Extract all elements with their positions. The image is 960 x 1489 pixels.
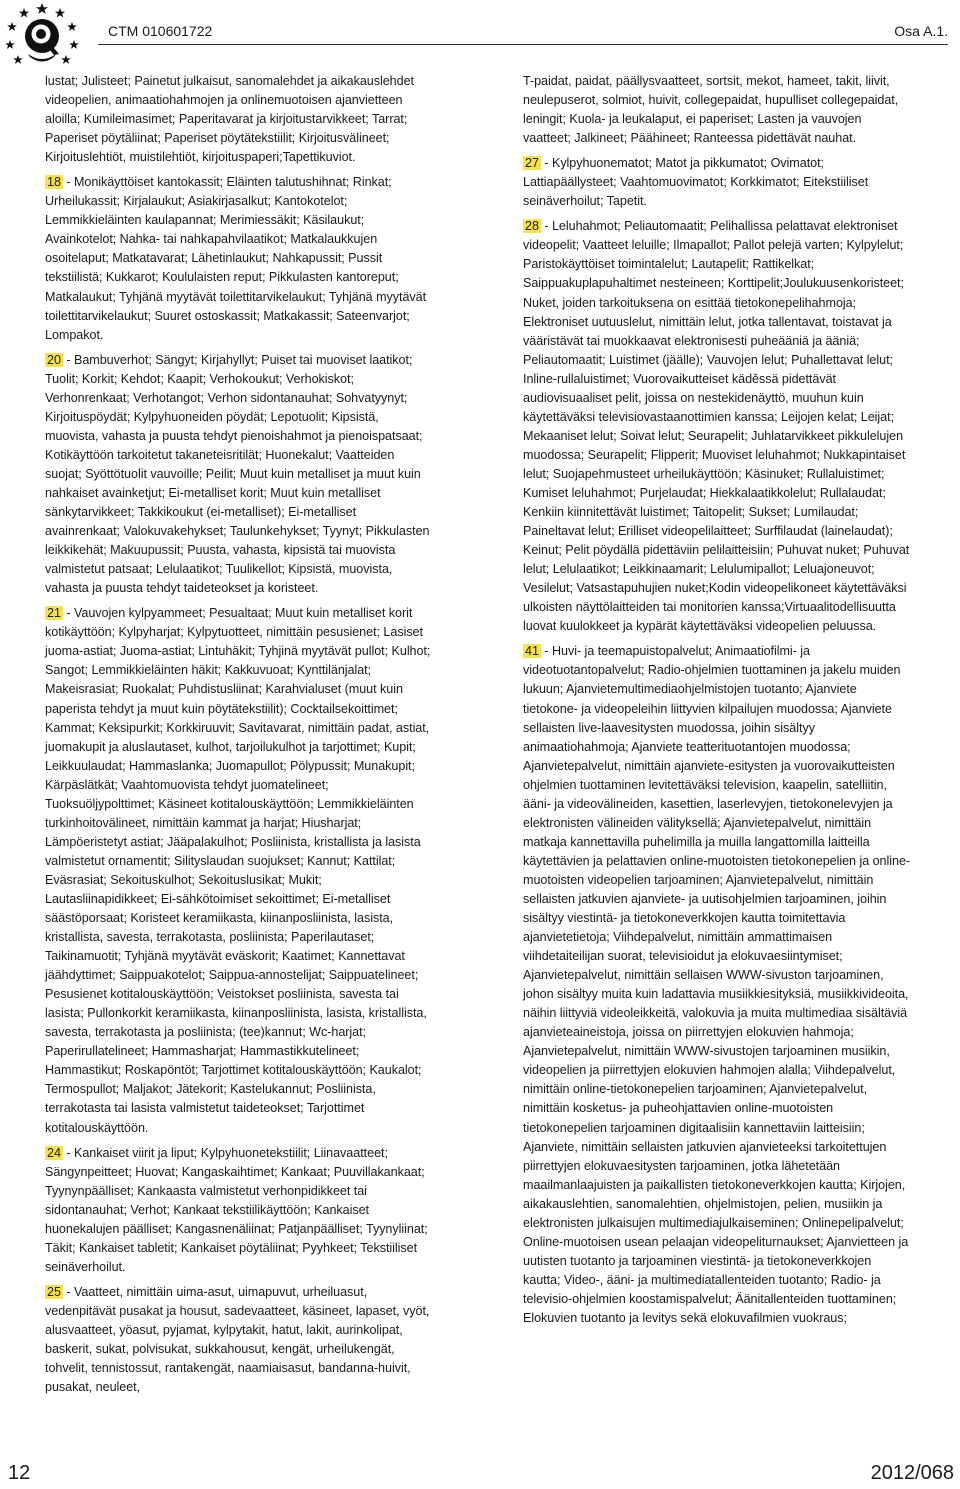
class-entry xyxy=(45,173,433,344)
entry-text: - Monikäyttöiset kantokassit; Eläinten talutushihnat; Rinkat; Urheilukassit; Kirjalaukut; Asiakirjasalkut; Kantokotelot; Lemmikkieläinten kaulapannat; Merimiessäkit; Käsilaukut; Avainkotelot; Nahka- tai nahkapahvilaatikot; Matkalaukkujen osoitelaput; Matkatavarat; Lähetinlaukut; Nahkapussit; Pussit tekstiilistä; Kukkarot; Koululaisten reput; Pikkulasten kantoreput; Matkalaukut; Tyhjänä myytävät toilettitarvikelaukut; Tyhjänä myytävät toilettitarvikelaukut; Suuret ostoskassit; Matkakassit; Sateenvarjot; Lompakot. xyxy=(45,175,427,342)
class-number-badge: 20 xyxy=(47,352,61,367)
class-number-badge: 25 xyxy=(47,1284,61,1299)
entry-text: lustat; Julisteet; Painetut julkaisut, sanomalehdet ja aikakauslehdet videopelien, animaatiohahmojen ja onlinemuotoisen ajanvietteen aloilla; Kumileimasimet; Paperitavarat ja kirjoitustarvikkeet; Tarrat; Paperiset pöytäliinat; Paperiset pöytätekstiilit; Kirjoitusvälineet; Kirjoituslehtiöt, muistilehtiöt, kirjoituspaperi;Tapettikuviot. xyxy=(45,74,414,165)
entry-text: - Kankaiset viirit ja liput; Kylpyhuonetekstiilit; Liinavaatteet; Sängynpeitteet; Huovat; Kangaskaihtimet; Kankaat; Puuvillakankaat; Tyynynpäälliset; Kankaasta valmistetut verhonpidikkeet tai sidontanauhat; Verhot; Kankaat tekstiilikäyttöön; Kankaiset huonekalujen päälliset; Kangasnenäliinat; Patjanpäälliset; Tyynyliinat; Täkit; Kankaiset tabletit; Kankaiset pöytäliinat; Pyyhkeet; Tekstiiliset seinäverhoilut. xyxy=(45,1145,428,1274)
section-label: Osa A.1. xyxy=(894,23,948,39)
ohim-logo-icon xyxy=(4,2,80,70)
entry-text: - Vauvojen kylpyammeet; Pesualtaat; Muut kuin metalliset korit kotikäyttöön; Kylpyharjat; Kylpytuotteet, nimittäin pesusienet; Lasiset juoma-astiat; Juoma-astiat; Lintuhäkit; Tyhjinä myytävät pullot; Kulhot; Sangot; Lemmikkieläinten häkit; Kakkuvuoat; Kynttilänjalat; Makeisrasiat; Ruokalat; Puhdistusliinat; Karahvialuset (muut kuin paperista tehdyt ja muut kuin pöytätekstiilit); Cocktailsekoittimet; Kammat; Keksipurkit; Korkkiruuvit; Savitavarat, nimittäin padat, astiat, juomakupit ja aluslautaset, kulhot, tarjoilukulhot ja tarjottimet; Kupit; Leikkuulaudat; Hammaslanka; Juomapullot; Pölypussit; Munakupit; Kärpäslätkät; Vaahtomuovista tehdyt juomatelineet; Tuoksuöljypolttimet; Käsineet kotitalouskäyttöön; Lemmikkieläinten turkinhoitovälineet, nimittäin kammat ja harjat; Hiusharjat; Lämpöeristetyt astiat; Jääpalakulhot; Posliinista, kristallista ja lasista valmistetut ornamentit; Silityslaudan suojukset; Kannut; Kattilat; Eväsrasiat; Sekoituskulhot; Sekoituslusikat; Mukit; Lautasliinapidikkeet; Ei-sähkötoimiset sekoittimet; Ei-metalliset säästöporsaat; Koristeet keramiikasta, kiinanposliinista, lasista, kristallista, savesta, terrakotasta, posliinista; Paperilautaset; Taikinamuotit; Tyhjänä myytävät eväskorit; Kaatimet; Kannettavat jäähdyttimet; Saippuakotelot; Saippua-annostelijat; Saippuatelineet; Pesusienet kotitalouskäyttöön; Veistokset posliinista, savesta tai lasista; Pullonkorkit keramiikasta, kiinanposliinista, lasista, kristallista, savesta, terrakotasta ja posliinista; (tee)kannut; Wc-harjat; Paperirullatelineet; Hammasharjat; Hammastikkutelineet; Hammastikut; Roskapöntöt; Tarjottimet kotitalouskäyttöön; Kaukalot; Termospullot; Maljakot; Jätekorit; Kastelukannut; Posliinista, terrakotasta tai lasista valmistetut taideteokset; Tarjottimet kotitalouskäyttöön. xyxy=(45,606,431,1135)
class-number-badge: 28 xyxy=(525,219,539,234)
class-entry xyxy=(45,351,433,599)
issue-number: 2012/068 xyxy=(870,1462,954,1484)
document-id: CTM 010601722 xyxy=(108,23,213,39)
class-entry xyxy=(523,72,911,148)
left-column xyxy=(45,72,433,1397)
right-column xyxy=(523,72,911,1328)
entry-text: - Huvi- ja teemapuistopalvelut; Animaatiofilmi- ja videotuotantopalvelut; Radio-ohjelmien tuottaminen ja jakelu muiden lukuun; Ajanvietemultimediaohjelmistojen tuotanto; Ajanviete tietokone- ja videopeleihin liittyvien kilpailujen muodossa; Ajanviete sellaisten live-laavesitysten muodossa, joihin sisältyy animaatiohahmoja; Ajanviete teatterituotantojen muodossa; Ajanvietepalvelut, nimittäin ajanviete-esitysten ja vuorovaikutteisten ohjelmien tuottaminen levitettäväksi television, kaapelin, satelliitin, ääni- ja videovälineiden, kasettien, laserlevyjen, tietokonelevyjen ja elektronisten välineiden välityksellä; Ajanvietepalvelut, nimittäin matkaja kannettavilla puhelimilla ja muilla langattomilla laitteilla käytettävien ja pelattavien online-muotoisten tietokonepelien ja online-muotoisten videopelien tarjoaminen; Ajanvietepalvelut, nimittäin sellaisten jatkuvien ajanviete- ja uutisohjelmien tarjoaminen, joihin sisältyy viestintä- ja tietokoneverkkojen kautta toimitettavia ajanvietetietoja; Viihdepalvelut, nimittäin ammattimaisen viihdetaiteilijan suorat, televisioidut ja elokuvaesiintymiset; Ajanvietepalvelut, nimittäin sellaisen WWW-sivuston tarjoaminen, johon sisältyy muita kuin ladattavia musiikkiesityksiä, musiikkivideoita, näihin liittyviä videoleikkeitä, valokuvia ja muita multimediaa sisältäviä ajanvieteaineistoja, joissa on piirrettyjen elokuvien hahmoja; Ajanvietepalvelut, nimittäin WWW-sivustojen tarjoaminen musiikin, videopelien ja piirrettyjen elokuvien hahmojen alalla; Viihdepalvelut, nimittäin online-tietokonepelien tarjoaminen; Ajanvietepalvelut, nimittäin kosketus- ja puheohjattavien online-muotoisten tietokonepelien tarjoaminen digitaalisiin kannettaviin laitteisiin; Ajanviete, nimittäin sellaisten jatkuvien ajanvieteeksi tarkoitettujen piirrettyjen elokuvaesitysten tarjoaminen, jotka lähetetään maailmanlaajuisten ja paikallisten tietokoneverkkojen kautta; Kirjojen, aikakauslehtien, sanomalehtien, ohjelmistojen, pelien, musiikin ja elektronisten julkaisujen multimediajulkaiseminen; Onlinepelipalvelut; Online-muotoisen usean pelaajan videopeliturnaukset; Ajanvietteen ja uutisten tuotanto ja tarjoaminen viestintä- ja tietokoneverkkojen kautta; Video-, ääni- ja multimediatallenteiden tuotanto; Radio- ja televisio-ohjelmien koostamispalvelut; Äänitallenteiden tuottaminen; Elokuvien tuotanto ja levitys sekä elokuvafilmien vuokraus; xyxy=(523,644,911,1325)
class-entry xyxy=(45,1283,433,1397)
class-number-badge: 24 xyxy=(47,1145,61,1160)
entry-text: - Bambuverhot; Sängyt; Kirjahyllyt; Puiset tai muoviset laatikot; Tuolit; Korkit; Kehdot; Kaapit; Verhokoukut; Verhokiskot; Verhonrenkaat; Verhotangot; Verhon sidontanauhat; Sohvatyynyt; Kirjoituspöydät; Kylpyhuoneiden pöydät; Lepotuolit; Kipsistä, muovista, vahasta ja puusta tehdyt pienoishahmot ja pienoispatsaat; Kotikäyttöön tarkoitetut takaneteisritilät; Huonekalut; Vaatteiden suojat; Syöttötuolit vauvoille; Peilit; Muut kuin metalliset ja muut kuin nahkaiset avainketjut; Ei-metalliset korit; Muut kuin metalliset sänkytarvikkeet; Takkikoukut (ei-metalliset); Ei-metalliset avainrenkaat; Valokuvakehykset; Taulunkehykset; Tyynyt; Pikkulasten leikkikehät; Makuupussit; Puusta, vahasta, kipsistä tai muovista valmistetut patsaat; Lelulaatikot; Tuulikellot; Kipsistä, muovista, vahasta ja puusta tehdyt taideteokset ja koristeet. xyxy=(45,352,430,596)
class-number-badge: 27 xyxy=(525,156,539,171)
class-number-badge: 21 xyxy=(47,606,61,621)
class-entry xyxy=(523,217,911,636)
class-number-badge: 41 xyxy=(525,644,539,659)
header-rule xyxy=(98,44,948,45)
entry-text: - Vaatteet, nimittäin uima-asut, uimapuvut, urheiluasut, vedenpitävät pusakat ja housut, sadevaatteet, käsineet, lapaset, vyöt, alusvaatteet, yöasut, pyjamat, kylpytakit, hatut, lakit, aurinkolipat, baskerit, sukat, polvisukat, sukkahousut, kengät, urheilukengät, tohvelit, tennistossut, rantakengät, naamiaisasut, bandanna-huivit, pusakat, neuleet, xyxy=(45,1284,430,1395)
page-number: 12 xyxy=(8,1462,31,1484)
entry-text: - Leluhahmot; Peliautomaatit; Pelihallissa pelattavat elektroniset videopelit; Vaatteet leluille; Ilmapallot; Pallot pelejä varten; Kylpylelut; Paristokäyttöiset toimintalelut; Lautapelit; Rattikelkat; Saippuakuplapuhaltimet nesteineen; Korttipelit;Joulukuusenkoristeet; Nuket, joiden tarkoituksena on esittää tietokonepelihahmoja; Elektroniset uutuuslelut, nimittäin lelut, jotka tallentavat, toistavat ja vääristävät tai muokkaavat elektronisesti puheääniä ja ääniä; Peliautomaatit; Luistimet (jäälle); Vauvojen lelut; Puhallettavat lelut; Inline-rullaluistimet; Vuorovaikutteiset käděssä pidettävät audiovisuaaliset pelit, joissa on nestekidenäyttö, muuhun kuin käytettäväksi televisiovastaanottimien kanssa; Leijojen kelat; Leijat; Mekaaniset lelut; Soivat lelut; Seurapelit; Juhlatarvikkeet pikkulelujen muodossa; Seurapelit; Flipperit; Muoviset leluhahmot; Nukkapintaiset lelut; Suojapehmusteet urheilukäyttöön; Käsinuket; Rullaluistimet; Kumiset leluhahmot; Purjelaudat; Hiekkalaatikkolelut; Rullalaudat; Kenkiin kiinnitettävät luistimet; Taitopelit; Sukset; Lumilaudat; Paineltavat lelut; Erilliset videopelilaitteet; Surffilaudat (lainelaudat); Keinut; Pelit pöydällä pidettäviin pelilaitteisiin; Puhuvat nuket; Puhuvat lelut; Lelulaatikot; Leikkinaamarit; Lelulumipallot; Leluajoneuvot; Vesilelut; Vatsastapuhujien nuket;Kodin videopelikoneet käytettäväksi ulkoisten näyttölaitteiden tai monitorien kanssa;Virtuaalitodellisuutta luovat kuulokkeet ja kypärät käytettäväksi videopelien peluussa. xyxy=(523,219,910,634)
class-entry xyxy=(45,604,433,1137)
class-entry xyxy=(523,642,911,1328)
class-entry xyxy=(523,154,911,211)
class-number-badge: 18 xyxy=(47,175,61,190)
class-entry xyxy=(45,1144,433,1277)
class-entry xyxy=(45,72,433,167)
entry-text: T-paidat, paidat, päällysvaatteet, sortsit, mekot, hameet, takit, liivit, neulepuserot, solmiot, huivit, collegepaidat, hupulliset collegepaidat, leningit; Kuola- ja leukalaput, ei paperiset; Lasten ja vauvojen vaatteet; Jalkineet; Päähineet; Ranteessa pidettävät nauhat. xyxy=(523,74,899,146)
entry-text: - Kylpyhuonematot; Matot ja pikkumatot; Ovimatot; Lattiapäällysteet; Vaahtomuovimatot; Korkkimatot; Eitekstiiliset seinäverhoilut; Tapetit. xyxy=(523,156,869,209)
